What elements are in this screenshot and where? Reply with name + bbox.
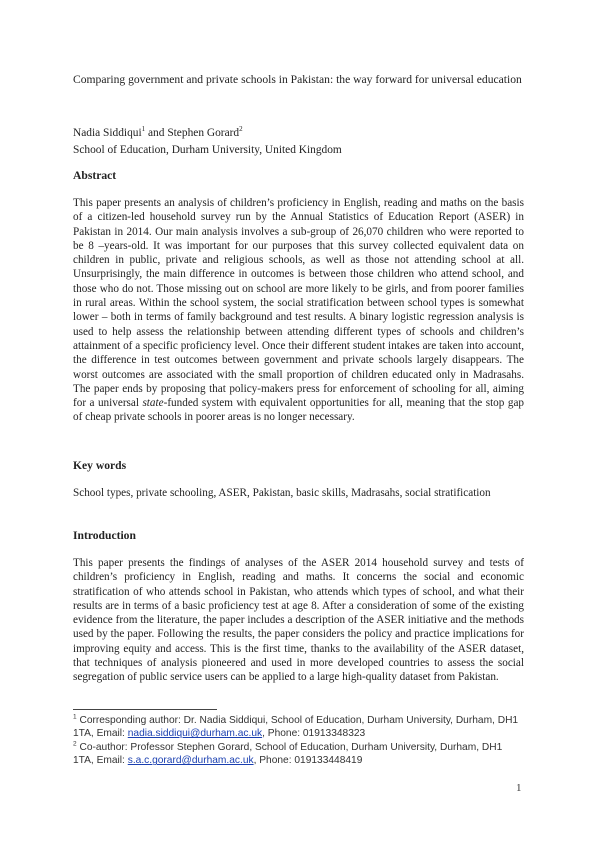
email-link[interactable]: nadia.siddiqui@durham.ac.uk (127, 728, 263, 740)
abstract-heading: Abstract (73, 169, 117, 182)
author-conjunction: and (145, 127, 168, 139)
keywords-heading: Key words (73, 459, 127, 472)
footnote-2 (73, 741, 524, 768)
footnote-mark: 2 (239, 125, 243, 134)
abstract-text-part: This paper presents an analysis of children’s proficiency in English, reading and maths on the basis of a citizen-led household survey run by the Annual Statistics of Education Report (ASER) in Pakistan in 2014. Our main analysis involves a sub-group of 26,070 children who were reported to be 8 –years-old. It was important for our purposes that this survey collected equivalent data on children in public, private and religious schools, as well as those not attending school at all. Unsurprisingly, the main difference in outcomes is between those children who attend school, and those who do not. Those missing out on school are more likely to be girls, and from poorer families in rural areas. Within the school system, the social stratification between school types is somewhat lower – both in terms of family background and test results. A binary logistic regression analysis is used to help assess the relationship between attending different types of schools and children’s attainment of a specific proficiency level. Once their different student intakes are taken into account, the difference in test outcomes between government and private schools largely disappears. The worst outcomes are associated with the small proportion of children educated only in Madrasahs. The paper ends by proposing that policy-makers press for enforcement of schooling for all, aiming for a universal (73, 197, 524, 410)
email-link[interactable]: s.a.c.gorard@durham.ac.uk (127, 755, 254, 767)
introduction-heading: Introduction (73, 529, 136, 542)
footnote-text: Corresponding author: Dr. Nadia Siddiqui, School of Education, Durham University, Durham, DH1 1TA, Email: (73, 715, 519, 740)
abstract-italic-word: state (142, 397, 164, 410)
abstract-text-part: -funded system with equivalent opportunities for all, meaning that the stop gap of cheap private schools in poorer areas is no longer necessary. (73, 397, 524, 424)
page-number: 1 (516, 782, 522, 794)
footnote-text: Co-author: Professor Stephen Gorard, School of Education, Durham University, Durham, DH1 1TA, Email: (73, 742, 503, 767)
author-block (73, 125, 524, 159)
footnote-text: , Phone: 019133448419 (253, 755, 363, 767)
keywords-text: School types, private schooling, ASER, Pakistan, basic skills, Madrasahs, social stratification (73, 487, 491, 499)
footnote-separator (73, 709, 217, 710)
author-name: Nadia Siddiqui (73, 127, 142, 139)
footnote-mark: 1 (141, 125, 146, 134)
footnote-mark: 2 (73, 740, 77, 748)
paper-title: Comparing government and private schools in Pakistan: the way forward for universal education (73, 73, 522, 86)
footnote-text: , Phone: 01913348323 (262, 728, 366, 740)
footnote-mark: 1 (73, 713, 77, 721)
author-name: Stephen Gorard (167, 127, 240, 139)
footnote-1 (73, 714, 524, 741)
affiliation: School of Education, Durham University, United Kingdom (73, 144, 342, 156)
author-line (73, 125, 524, 142)
introduction-text: This paper presents the findings of analyses of the ASER 2014 household survey and tests of children’s proficiency in English, reading and maths. It concerns the social and economic stratification of who attends school in Pakistan, who attends which types of school, and what their results are in terms of a basic proficiency test at age 8. After a consideration of some of the existing evidence from the literature, the paper includes a description of the ASER initiative and the methods used by the paper. Following the results, the paper considers the policy and practice implications for improving equity and access. This is the first time, thanks to the availability of the ASER dataset, that techniques of analysis pioneered and used in more developed countries to assess the social segregation of public service users can be applied to a large high-quality dataset from Pakistan. (73, 557, 524, 684)
abstract-text (73, 196, 524, 425)
